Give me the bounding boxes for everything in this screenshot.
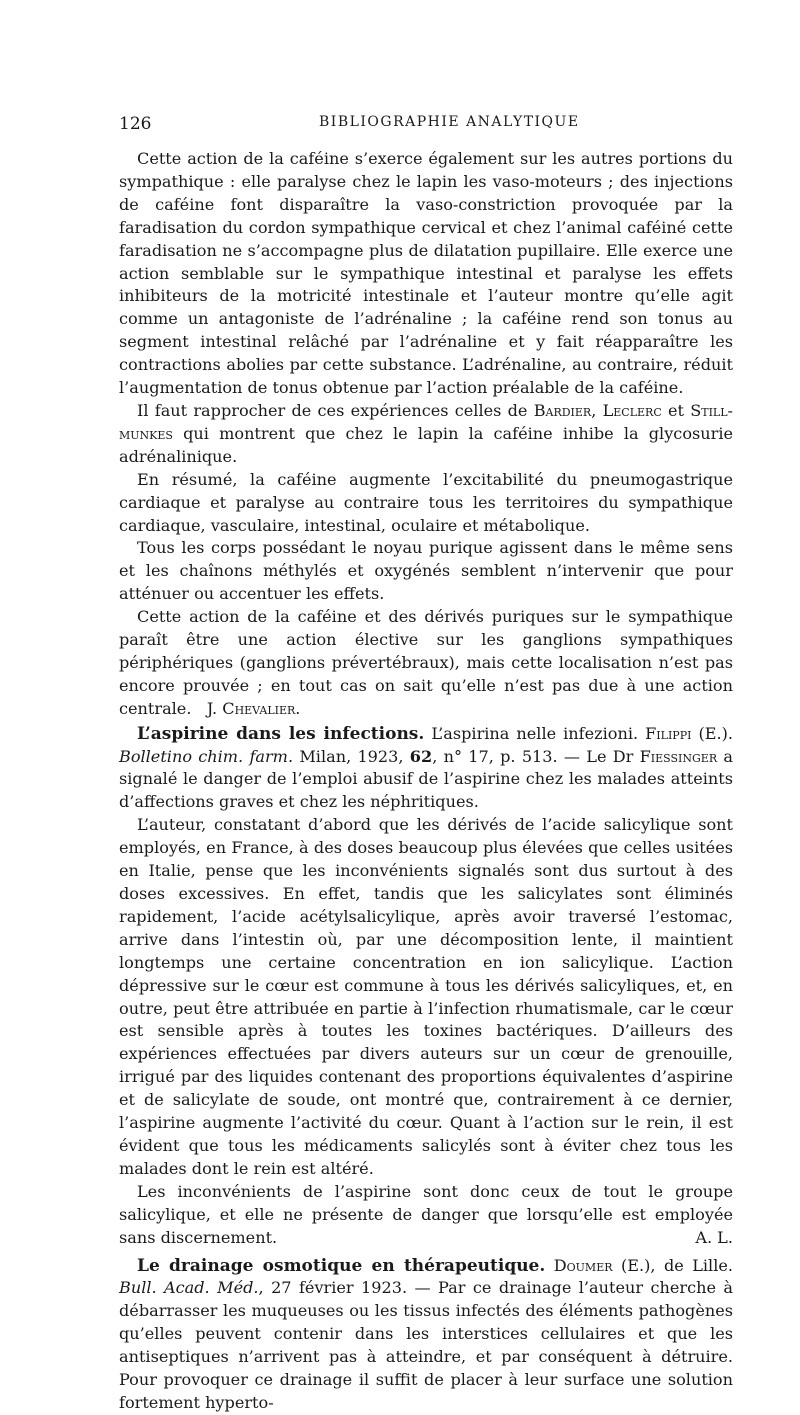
aspirin-citation: Milan, 1923, xyxy=(293,746,410,766)
aspirin-journal: Bolletino chim. farm. xyxy=(119,746,294,766)
caffeine-p5-text: Cette action de la caféine et des dérivés puriques sur le sympathique paraît être une action élective sur les ganglions sympathiques périphériques (ganglions prévertébraux), mais cette localisation n’est pas encore prouvée ; en tout cas on sait qu’elle n’est pas due à une action centrale. xyxy=(119,607,733,718)
drainage-author: Doumer xyxy=(545,1255,613,1275)
caffeine-paragraph-5 xyxy=(119,606,733,721)
aspirin-original-title: L’aspirina nelle infezioni. xyxy=(424,723,646,743)
aspirin-citation-2: , n° 17, p. 513. — Le Dr xyxy=(432,746,640,766)
separator: , xyxy=(591,400,603,420)
body-text xyxy=(119,148,733,1415)
aspirin-paragraph-2: L’auteur, constatant d’abord que les dérivés de l’acide salicylique sont employés, en France, à des doses beaucoup plus élevées que celles usitées en Italie, pense que les inconvénients signalés sont dus surtout à des doses excessives. En effet, tandis que les salicylates sont éliminés rapidement, l’acide acétylsalicylique, après avoir traversé l’estomac, arrive dans l’intestin où, par une décomposition lente, il maintient longtemps une certaine concentration en ion salicylique. L’action dépressive sur le cœur est commune à tous les dérivés salicyliques, et, en outre, peut être attribuée en partie à l’infection rhumatismale, car le cœur est sensible après à toutes les toxines bactériques. D’ailleurs des expériences effectuées par divers auteurs sur un cœur de grenouille, irrigué par des liquides contenant des proportions équivalentes d’aspirine et de salicylate de soude, ont montré que, contrairement à ce dernier, l’aspirine augmente l’activité du cœur. Quant à l’action sur le rein, il est évident que tous les médicaments salicylés sont à éviter chez tous les malades dont le rein est altéré. xyxy=(119,815,733,1178)
aspirin-lead-text: a signalé le danger de l’emploi abusif de l’aspirine chez les malades atteints d’affections graves et chez les néphritiques. xyxy=(119,746,733,812)
aspirin-author-initial: (E.). xyxy=(691,723,734,743)
drainage-title: Le drainage osmotique en thérapeutique. xyxy=(137,1255,546,1276)
drainage-entry xyxy=(119,1255,733,1415)
caffeine-paragraph-2 xyxy=(119,400,733,469)
aspirin-entry xyxy=(119,723,733,815)
caffeine-p2-pre: Il faut rapprocher de ces expériences celles de xyxy=(137,400,534,420)
signature-chevalier: Chevalier. xyxy=(222,698,301,718)
aspirin-signature: A. L. xyxy=(695,1227,733,1247)
running-title: BIBLIOGRAPHIE ANALYTIQUE xyxy=(319,114,580,130)
author-leclerc: Leclerc xyxy=(602,400,662,420)
aspirin-p3-text: Les inconvénients de l’aspirine sont donc ceux de tout le groupe salicylique, et elle ne présente de danger que lorsqu’elle est employée sans discernement. xyxy=(119,1181,733,1247)
caffeine-p2-post: qui montrent que chez le lapin la caféine inhibe la glycosurie adrénalinique. xyxy=(119,423,733,466)
signature-initial: J. xyxy=(206,698,223,718)
aspirin-title: L’aspirine dans les infections. xyxy=(137,723,425,744)
caffeine-paragraph-3: En résumé, la caféine augmente l’excitabilité du pneumogastrique cardiaque et paralyse au contraire tous les territoires du sympathique cardiaque, vasculaire, intestinal, oculaire et métabolique. xyxy=(119,469,733,535)
drainage-author-rest: (E.), de Lille. xyxy=(612,1255,733,1275)
page-header xyxy=(119,114,733,136)
aspirin-paragraph-3 xyxy=(119,1181,733,1250)
drainage-text: , 27 février 1923. — Par ce drainage l’auteur cherche à débarrasser les muqueuses ou les tissus infectés des éléments pathogènes qu’elles peuvent contenir dans les interstices cellulaires et que les antiseptiques n’arrivent pas à atteindre, et par conséquent à détruire. Pour provoquer ce drainage il suffit de placer à leur surface une solution fortement hyperto- xyxy=(119,1278,734,1412)
aspirin-volume: 62 xyxy=(409,746,433,766)
drainage-journal: Bull. Acad. Méd. xyxy=(119,1278,259,1298)
author-bardier: Bardier xyxy=(533,400,592,420)
aspirin-author: Filippi xyxy=(645,723,692,743)
caffeine-paragraph-4: Tous les corps possédant le noyau purique agissent dans le même sens et les chaînons méthylés et oxygénés semblent n’intervenir que pour atténuer ou accentuer les effets. xyxy=(119,538,733,604)
author-stillmunkes: Still-munkes xyxy=(119,400,733,443)
caffeine-paragraph-1: Cette action de la caféine s’exerce également sur les autres portions du sympathique : elle paralyse chez le lapin les vaso-moteurs ; des injections de caféine font disparaître la vaso-constriction provoquée par la faradisation du cordon sympathique cervical et chez l’animal caféiné cette faradisation ne s’accompagne plus de dilatation pupillaire. Elle exerce une action semblable sur le sympathique intestinal et paralyse les effets inhibiteurs de la motricité intestinale et l’auteur montre qu’elle agit comme un antagoniste de l’adrénaline ; la caféine rend son tonus au segment intestinal relâché par l’adrénaline et y fait réapparaître les contractions abolies par cette substance. L’adrénaline, au contraire, réduit l’augmentation de tonus obtenue par l’action préalable de la caféine. xyxy=(119,149,733,398)
separator: et xyxy=(661,400,691,420)
aspirin-reviewer-reference: Fiessinger xyxy=(639,746,718,766)
page-number: 126 xyxy=(119,114,152,134)
